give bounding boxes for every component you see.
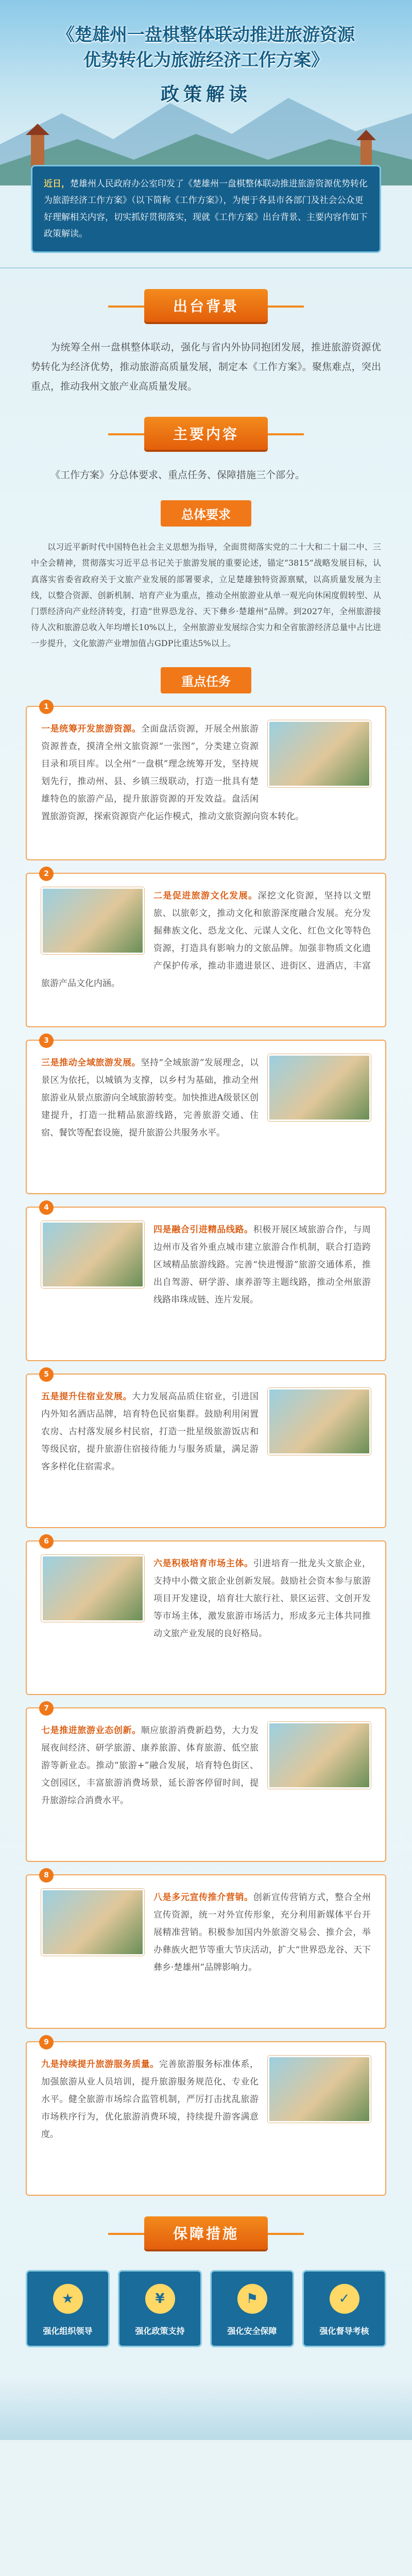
task-card: [26, 1704, 386, 1862]
task-number: 7: [39, 1701, 54, 1716]
task-heading: 八是多元宣传推介营销。: [153, 1892, 253, 1903]
task-photo: [268, 1722, 371, 1789]
intro-lead: 近日，: [44, 179, 70, 189]
section-background-banner: [0, 289, 412, 322]
guarantee-label: 强化政策支持: [135, 2326, 185, 2336]
guarantee-label: 强化督导考核: [319, 2326, 369, 2336]
task-photo: [268, 720, 371, 787]
section-guarantee-title: 保障措施: [144, 2216, 268, 2249]
page-title-line-1: 《楚雄州一盘棋整体联动推进旅游资源: [57, 25, 355, 45]
guarantee-icon: ★: [53, 2284, 83, 2314]
section-tasks-banner: [0, 667, 412, 693]
task-photo: [41, 1221, 144, 1288]
section-tasks-title: 重点任务: [161, 667, 251, 693]
task-photo: [41, 887, 144, 954]
task-number: 8: [39, 1868, 54, 1883]
task-heading: 一是统筹开发旅游资源。: [41, 723, 141, 734]
guarantee-row: [0, 2265, 412, 2378]
task-heading: 九是持续提升旅游服务质量。: [41, 2059, 159, 2070]
task-heading: 三是推动全域旅游发展。: [41, 1057, 141, 1068]
goals-text: 以习近平新时代中国特色社会主义思想为指导，全面贯彻落实党的二十大和二十届二中、三中全会精神，贯彻落实习近平总书记关于旅游发展的重要论述，锚定“3815”战略发展目标，认真落实省委省政府关于文旅产业发展的部署要求，立足楚雄独特资源禀赋，以高质量发展为主线，以整合资源、创新机制、培育产业为重点，推动全州旅游业从单一观光向休闲度假转型、从门票经济向产业经济转变，打造“世界恐龙谷、天下彝乡·楚雄州”品牌。到2027年，全州旅游接待人次和旅游总收入年均增长10%以上，全州旅游业发展综合实力和全省旅游经济总量中占比进一步提升，文化旅游产业增加值占GDP比重达5%以上。: [31, 542, 381, 649]
task-number: 1: [39, 700, 54, 714]
task-heading: 四是融合引进精品线路。: [153, 1224, 253, 1235]
guarantee-icon: ¥: [145, 2284, 175, 2314]
task-card: [26, 1370, 386, 1528]
page-title: [0, 23, 412, 74]
hero-banner: [0, 0, 412, 185]
main-text: 《工作方案》分总体要求、重点任务、保障措施三个部分。: [50, 469, 305, 481]
guarantee-icon: ⚑: [237, 2284, 267, 2314]
section-goals-title: 总体要求: [161, 500, 251, 527]
guarantee-card: [118, 2270, 202, 2347]
task-card: [26, 1537, 386, 1695]
page-subtitle: 政策解读: [160, 83, 251, 105]
task-body: 大力发展高品质住宿业，引进国内外知名酒店品牌，培育特色民宿集群。鼓励利用闲置农房、古村落发展乡村民宿，打造一批星级旅游饭店和等级民宿，提升旅游住宿接待能力与服务质量，满足游客多样化住宿需求。: [41, 1391, 259, 1472]
background-text: 为统筹全州一盘棋整体联动，强化与省内外协同抱团发展，推进旅游资源优势转化为经济优势，推动旅游高质量发展，制定本《工作方案》。聚焦难点，突出重点，推动我州文旅产业高质量发展。: [31, 342, 381, 393]
intro-body: 楚雄州人民政府办公室印发了《楚雄州一盘棋整体联动推进旅游资源优势转化为旅游经济工作方案》（以下简称《工作方案》），为便于各县市各部门及社会公众更好理解相关内容，切实抓好贯彻落实，现就《工作方案》出台背景、主要内容作如下政策解读。: [44, 179, 368, 239]
guarantee-card: [210, 2270, 294, 2347]
task-heading: 二是促进旅游文化发展。: [153, 890, 258, 901]
task-number: 5: [39, 1367, 54, 1382]
task-card: [26, 2038, 386, 2196]
task-card: [26, 1036, 386, 1194]
guarantee-card: [26, 2270, 110, 2347]
footer-decoration: [0, 2378, 412, 2440]
task-body: 引进培育一批龙头文旅企业，支持中小微文旅企业创新发展。鼓励社会资本参与旅游项目开发建设，培育壮大旅行社、景区运营、文创开发等市场主体，激发旅游市场活力，形成多元主体共同推动文旅产业发展的良好格局。: [153, 1558, 371, 1639]
task-list: [0, 702, 412, 2196]
task-body: 顺应旅游消费新趋势，大力发展夜间经济、研学旅游、康养旅游、体育旅游、低空旅游等新业态。推动“旅游+”融合发展，培育特色街区、文创园区，丰富旅游消费场景，延长游客停留时间，提升旅游综合消费水平。: [41, 1725, 259, 1806]
section-main-title: 主要内容: [144, 417, 268, 450]
task-body: 完善旅游服务标准体系，加强旅游从业人员培训，提升旅游服务规范化、专业化水平。健全旅游市场综合监管机制，严厉打击扰乱旅游市场秩序行为，优化旅游消费环境，持续提升游客满意度。: [41, 2059, 259, 2140]
task-number: 4: [39, 1200, 54, 1215]
task-card: [26, 1203, 386, 1361]
task-heading: 六是积极培育市场主体。: [153, 1558, 253, 1569]
task-photo: [268, 2056, 371, 2123]
section-background-title: 出台背景: [144, 289, 268, 322]
page-title-line-2: 优势转化为旅游经济工作方案》: [83, 50, 329, 71]
guarantee-icon: ✓: [330, 2284, 359, 2314]
task-photo: [268, 1054, 371, 1121]
task-heading: 七是推进旅游业态创新。: [41, 1725, 141, 1736]
task-body: 创新宣传营销方式，整合全州宣传资源，统一对外宣传形象，充分利用新媒体平台开展精准营销。积极参加国内外旅游交易会、推介会，举办彝族火把节等重大节庆活动，扩大“世界恐龙谷、天下彝乡·楚雄州”品牌影响力。: [153, 1892, 371, 1973]
section-goals-banner: [0, 500, 412, 527]
task-photo: [41, 1889, 144, 1956]
task-body: 坚持“全域旅游”发展理念，以景区为依托，以城镇为支撑，以乡村为基础，推动全州旅游业从景点旅游向全域旅游转变。加快推进A级景区创建提升，打造一批精品旅游线路，完善旅游交通、住宿、餐饮等配套设施，提升旅游公共服务水平。: [41, 1057, 259, 1138]
guarantee-label: 强化安全保障: [227, 2326, 277, 2336]
section-main-banner: [0, 417, 412, 450]
task-number: 9: [39, 2035, 54, 2049]
task-number: 2: [39, 867, 54, 881]
task-card: [26, 869, 386, 1027]
task-photo: [41, 1555, 144, 1622]
intro-box: [31, 165, 381, 253]
task-number: 6: [39, 1534, 54, 1549]
task-number: 3: [39, 1033, 54, 1048]
task-body: 深挖文化资源，坚持以文塑旅、以旅彰文，推动文化和旅游深度融合发展。充分发掘彝族文化、恐龙文化、元谋人文化、红色文化等特色资源，打造具有影响力的文旅品牌。加强非物质文化遗产保护传承，推动非遗进景区、进街区、进酒店，丰富旅游产品文化内涵。: [41, 890, 371, 989]
hero-title-block: [0, 23, 412, 106]
task-body: 全面盘活资源，开展全州旅游资源普查，摸清全州文旅资源“一张图”，分类建立资源目录和项目库。以全州“一盘棋”理念统筹开发，坚持规划先行，推动州、县、乡镇三级联动，打造一批具有楚雄特色的旅游产品，提升旅游资源的开发效益。盘活闲置旅游资源，探索资源资产化运作模式，推动文旅资源向资本转化。: [41, 723, 304, 822]
guarantee-label: 强化组织领导: [43, 2326, 93, 2336]
section-guarantee-banner: [0, 2216, 412, 2249]
task-photo: [268, 1388, 371, 1455]
task-card: [26, 1871, 386, 2029]
task-heading: 五是提升住宿业发展。: [41, 1391, 132, 1402]
section-divider: [0, 267, 412, 268]
task-card: [26, 702, 386, 860]
guarantee-card: [302, 2270, 386, 2347]
task-body: 积极开展区域旅游合作，与周边州市及省外重点城市建立旅游合作机制，联合打造跨区域精品旅游线路。完善“快进慢游”旅游交通体系，推出自驾游、研学游、康养游等主题线路，推动全州旅游线路串珠成链、连片发展。: [153, 1224, 371, 1305]
